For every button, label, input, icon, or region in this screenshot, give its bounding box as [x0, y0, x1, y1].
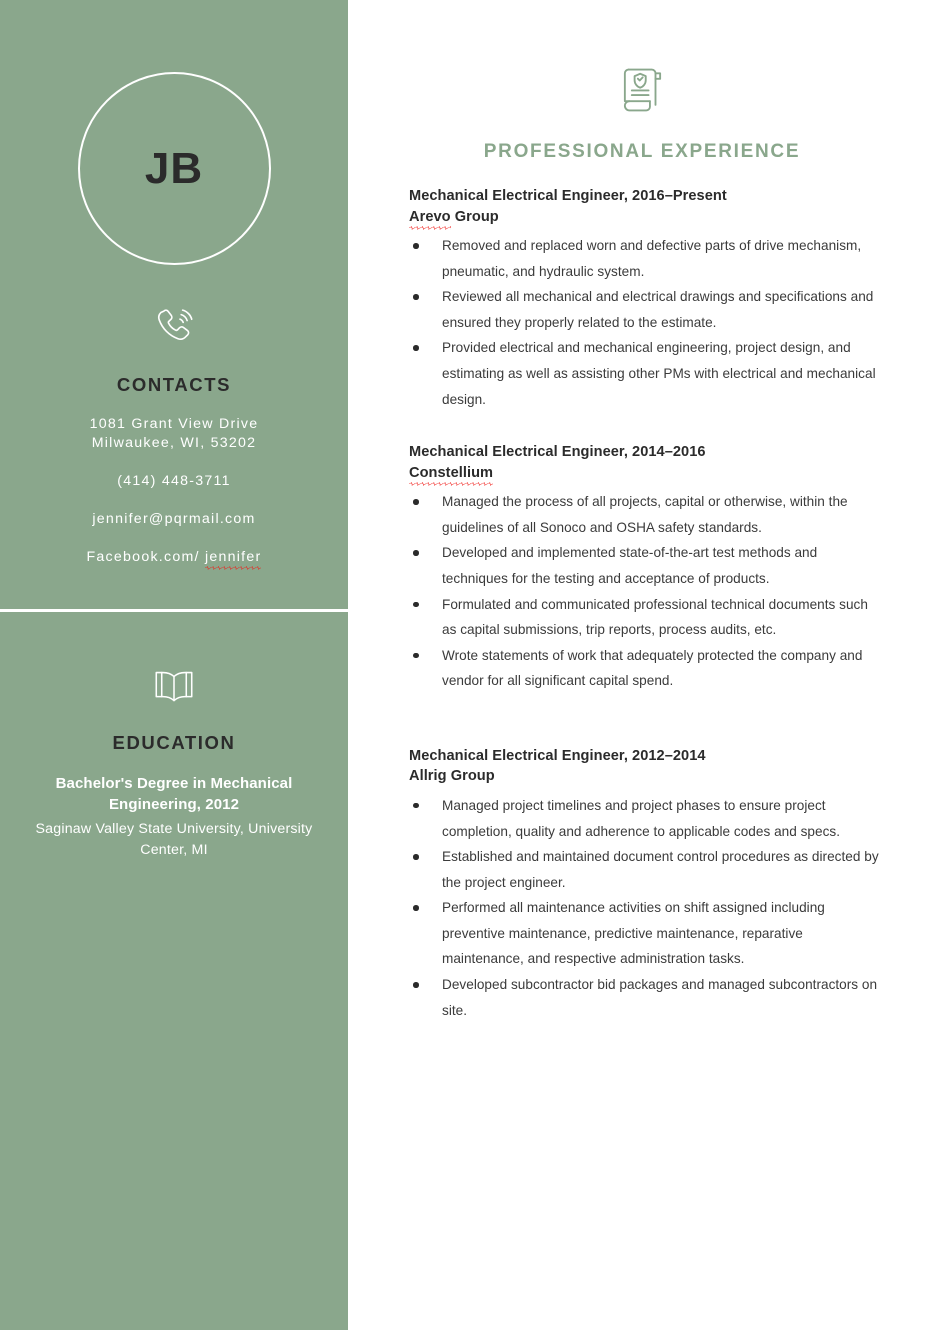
- open-book-icon: [0, 666, 348, 706]
- job-bullet: Reviewed all mechanical and electrical drawings and specifications and ensured they properly related to the estimate.: [409, 284, 879, 335]
- phone-call-icon: [0, 302, 348, 348]
- experience-entry: [409, 442, 879, 694]
- job-company: [409, 766, 879, 787]
- job-bullet: Wrote statements of work that adequately protected the company and vendor for all significant capital spend.: [409, 643, 879, 694]
- education-heading: EDUCATION: [112, 732, 236, 753]
- contact-email[interactable]: jennifer@pqrmail.com: [92, 511, 256, 527]
- job-company-rest: Group: [450, 208, 499, 225]
- monogram-avatar: [0, 72, 348, 265]
- job-company-rest: Allrig Group: [409, 768, 495, 785]
- job-bullet: Established and maintained document control procedures as directed by the project engineer.: [409, 844, 879, 895]
- job-bullet: Provided electrical and mechanical engineering, project design, and estimating as well as assisting other PMs with electrical and mechanical design.: [409, 335, 879, 412]
- job-company: [409, 207, 879, 228]
- education-entry: [0, 773, 348, 861]
- certificate-scroll-icon: [348, 64, 936, 116]
- job-title: Mechanical Electrical Engineer, 2012–2014: [409, 747, 706, 764]
- experience-list: [409, 186, 879, 1023]
- job-company-misspelled: Arevo: [409, 207, 451, 228]
- contact-social[interactable]: [0, 548, 348, 567]
- contact-address: [0, 415, 348, 453]
- sidebar: [0, 0, 348, 1330]
- job-company: [409, 463, 879, 484]
- job-bullets: [409, 233, 879, 412]
- monogram-initials: JB: [144, 143, 204, 193]
- contact-address-line2: Milwaukee, WI, 53202: [91, 435, 257, 451]
- experience-entry: [409, 746, 879, 1023]
- job-bullet: Developed and implemented state-of-the-art test methods and techniques for the testing and acceptance of products.: [409, 540, 879, 591]
- monogram-circle: [78, 72, 271, 265]
- contact-social-prefix: Facebook.com/: [86, 549, 205, 565]
- experience-entry: [409, 186, 879, 412]
- job-title: Mechanical Electrical Engineer, 2016–Present: [409, 188, 727, 204]
- job-bullet: Performed all maintenance activities on shift assigned including preventive maintenance, predictive maintenance, reparative maintenance, and respective administration tasks.: [409, 895, 879, 972]
- job-bullet: Managed project timelines and project phases to ensure project completion, quality and adherence to applicable codes and specs.: [409, 793, 879, 844]
- education-school: Saginaw Valley State University, University Center, MI: [35, 821, 313, 858]
- job-bullet: Developed subcontractor bid packages and managed subcontractors on site.: [409, 972, 879, 1023]
- contacts-heading: CONTACTS: [116, 374, 232, 395]
- main-column: [348, 0, 936, 1330]
- job-company-misspelled: Constellium: [409, 463, 493, 484]
- contact-phone: (414) 448-3711: [117, 473, 231, 489]
- spacer: [409, 694, 879, 746]
- job-bullets: [409, 489, 879, 694]
- contact-address-line1: 1081 Grant View Drive: [89, 416, 259, 432]
- sidebar-divider: [0, 609, 348, 612]
- contacts-list: [0, 415, 348, 586]
- job-bullet: Formulated and communicated professional technical documents such as capital submissions, trip reports, process audits, etc.: [409, 592, 879, 643]
- education-degree: Bachelor's Degree in Mechanical Engineering, 2012: [55, 775, 293, 813]
- job-bullet: Removed and replaced worn and defective parts of drive mechanism, pneumatic, and hydraulic system.: [409, 233, 879, 284]
- spacer: [409, 412, 879, 442]
- job-bullets: [409, 793, 879, 1023]
- job-bullet: Managed the process of all projects, capital or otherwise, within the guidelines of all Sonoco and OSHA safety standards.: [409, 489, 879, 540]
- contact-social-handle: jennifer: [204, 549, 262, 565]
- section-heading-professional-experience: PROFESSIONAL EXPERIENCE: [483, 141, 801, 162]
- job-title: Mechanical Electrical Engineer, 2014–2016: [409, 444, 706, 461]
